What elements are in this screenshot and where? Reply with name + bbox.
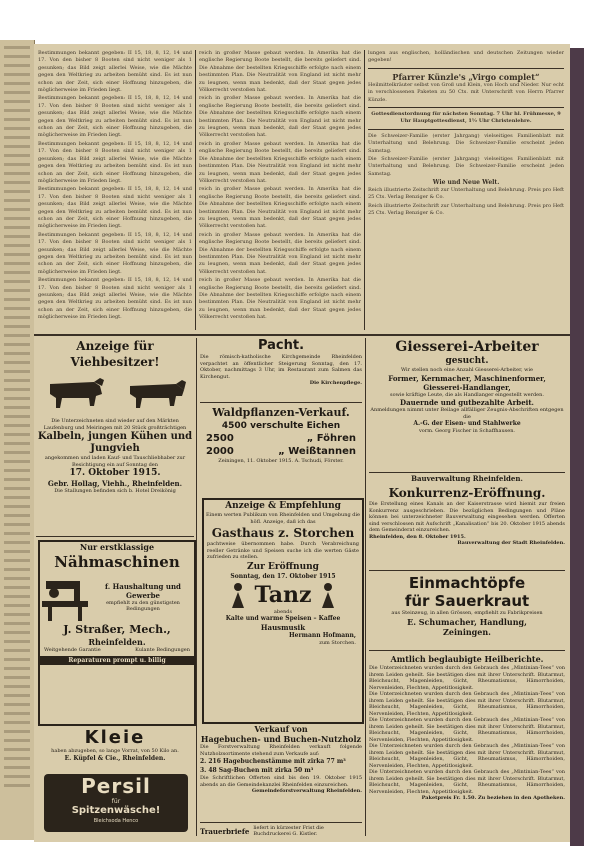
ad-nutzholz: Verkauf von Hagebuchen- und Buchen-Nutzholz Die Forstverwaltung Rheinfelden verkauft folgende Nutzholzsortimente stehend zum Verkaufe auf: 2. 216 Hagebuchenstämme mit zirka 77 m³ 3. 48 Sag-Buchen mit zirka 50 m³ Die Schriftlichen Offerten sind bis den 19. Oktober 1915 abends an die Gemeindekanzlei Rheinfelden einzureichen. Gemeindeforstverwaltung Rheinfelden. [200,724,362,794]
book-spine-edge [570,48,584,846]
column-rule [364,50,365,330]
cattle-illustration [36,370,194,414]
top-column-3: lungen aus englischen, holländischen und deutschen Zeitungen wieder gegeben! Pfarrer Künzle's „Virgo complet“ Heilmittelkräuter selbst von Groß und Klein, von Hoch und Nieder. Nur echt in verschlossenen Paketen zu 50 Cts. mit Unterschrift von Herrn Pfarrer Künzle. Gottesdienstordnung für nächsten Sonntag. 7 Uhr hl. Frühmesse, 9 Uhr Hauptgottesdienst, 1½ Uhr Christenlehre. Die Schweizer-Familie (erster Jahrgang) vielseitiges Familienblatt mit Unterhaltung und Belehrung. Die Schweizer-Familie erscheint jeden Samstag. Die Schweizer-Familie (erster Jahrgang) vielseitiges Familienblatt mit Unterhaltung und Belehrung. Die Schweizer-Familie erscheint jeden Samstag. Wie und Neue Welt. Reich illustrierte Zeitschrift zur Unterhaltung und Belehrung. Preis pro Heft 25 Cts. Verlag Benziger & Co. Reich illustrierte Zeitschrift zur Unterhaltung und Belehrung. Preis pro Heft 25 Cts. Verlag Benziger & Co. [368,50,564,216]
newspaper-page [34,44,570,842]
ad-gasthaus-storchen: Anzeige & Empfehlung Einem werten Publikum von Rheinfelden und Umgebung die höfl. Anzeige, daß ich das Gasthaus z. Storchen pachtweise übernommen habe. Durch Verabreichung reeller Getränke und Speisen suche ich die werten Gäste zufrieden zu stellen. Zur Eröffnung Sonntag, den 17. Oktober 1915 Tanz abends Kalte und warme Speisen – Kaffee Hausmusik Hermann Hofmann, zum Storchen. [202,498,364,724]
ad-naehmaschinen: Nur erstklassige Nähmaschinen f. Haushaltung und Gewerbe empfiehlt zu den günstigsten Bedingungen J. Straßer, Mech., Rheinfelden. Weitgehende Garantie Kulante Bedingungen Reparaturen prompt u. billig [38,540,196,726]
bauverwaltung-label: Bauverwaltung Rheinfelden. [411,474,523,483]
ad-heilberichte: Amtlich beglaubigte Heilberichte. Die Unterzeichneten wurden durch den Gebrauch des „Mintinian-Tees“ von ihrem Leiden geheilt. Sie bestätigen dies mit ihrer Unterschrift. Blutarmut, Bleichsucht, Magenleiden, Gicht, Rheumatismus, Hämorrhoiden, Nervenleiden, Flechten, Appetitlosigkeit. Die Unterzeichneten wurden durch den Gebrauch des „Mintinian-Tees“ von ihrem Leiden geheilt. Sie bestätigen dies mit ihrer Unterschrift. Blutarmut, Bleichsucht, Magenleiden, Gicht, Rheumatismus, Hämorrhoiden, Nervenleiden, Flechten, Appetitlosigkeit. Die Unterzeichneten wurden durch den Gebrauch des „Mintinian-Tees“ von ihrem Leiden geheilt. Sie bestätigen dies mit ihrer Unterschrift. Blutarmut, Bleichsucht, Magenleiden, Gicht, Rheumatismus, Hämorrhoiden, Nervenleiden, Flechten, Appetitlosigkeit. Die Unterzeichneten wurden durch den Gebrauch des „Mintinian-Tees“ von ihrem Leiden geheilt. Sie bestätigen dies mit ihrer Unterschrift. Blutarmut, Bleichsucht, Magenleiden, Gicht, Rheumatismus, Hämorrhoiden, Nervenleiden, Flechten, Appetitlosigkeit. Die Unterzeichneten wurden durch den Gebrauch des „Mintinian-Tees“ von ihrem Leiden geheilt. Sie bestätigen dies mit ihrer Unterschrift. Blutarmut, Bleichsucht, Magenleiden, Gicht, Rheumatismus, Hämorrhoiden, Nervenleiden, Flechten, Appetitlosigkeit. Paketpreis Fr. 1.50. Zu beziehen in den Apotheken. [369,654,565,801]
ad-pacht: Pacht. Die römisch-katholische Kirchgemeinde Rheinfelden verpachtet an öffentlicher Steigerung Sonntag, den 17. Oktober, nachmittags 3 Uhr, im Restaurant zum Salmen das Kirchengut. Die Kirchenpflege. [200,338,362,386]
sewing-machine-illustration [40,571,92,623]
ad-waldpflanzen: Waldpflanzen-Verkauf. 4500 verschulte Eichen 2500 „ Föhren 2000 „ Weißtannen Zeiningen, 11. Oktober 1915. A. Tschudi, Förster. [206,406,356,464]
ad-persil: Persil für Spitzenwäsche! Bleichsoda Henco [44,774,188,832]
dancer-icon [228,582,248,608]
dancer-icon [318,582,338,608]
ad-trauerbriefe: Trauerbriefe liefert in kürzester Frist die Buchdruckerei G. Kistler. [200,824,324,837]
ad-einmachtoepfe: Einmachtöpfe für Sauerkraut aus Steinzeug, in allen Grössen, empfiehlt zu Fabrikpreisen E. Schumacher, Handlung, Zeiningen. [391,574,543,637]
ad-kleie: Kleie haben abzugeben, so lange Vorrat, von 50 Kilo an. E. Küpfel & Cie., Rheinfelden. [51,728,179,762]
column-rule [195,50,196,330]
ad-viehbesitzer: Anzeige für Viehbesitzer! Die Unterzeichneten sind wieder auf den Märkten Laufenburg und Meiringen mit 20 Stück großträchtigen Kalbeln, jungen Kühen und Jungvieh angekommen und laden Kauf- und Tauschliebhaber zur Besichtigung ein auf Sonntag den 17. Oktober 1915. Gebr. Hollag, Viehh., Rheinfelden. Die Stallungen befinden sich b. Hotel Dreikönig [37,339,193,494]
top-column-2: reich in großer Masse gebaut werden. In Amerika hat die englische Regierung Boote bestellt, die bereits geliefert sind. Die Abnahme der bestellten Kriegsschiffe erfolgte nach einem bestimmten Plan. Die Neutralität von England ist nicht mehr zu leugnen, wenn man bedenkt, daß der Staat gegen jedes Völkerrecht verstoßen hat. reich in großer Masse gebaut werden. In Amerika hat die englische Regierung Boote bestellt, die bereits geliefert sind. Die Abnahme der bestellten Kriegsschiffe erfolgte nach einem bestimmten Plan. Die Neutralität von England ist nicht mehr zu leugnen, wenn man bedenkt, daß der Staat gegen jedes Völkerrecht verstoßen hat. reich in großer Masse gebaut werden. In Amerika hat die englische Regierung Boote bestellt, die bereits geliefert sind. Die Abnahme der bestellten Kriegsschiffe erfolgte nach einem bestimmten Plan. Die Neutralität von England ist nicht mehr zu leugnen, wenn man bedenkt, daß der Staat gegen jedes Völkerrecht verstoßen hat. reich in großer Masse gebaut werden. In Amerika hat die englische Regierung Boote bestellt, die bereits geliefert sind. Die Abnahme der bestellten Kriegsschiffe erfolgte nach einem bestimmten Plan. Die Neutralität von England ist nicht mehr zu leugnen, wenn man bedenkt, daß der Staat gegen jedes Völkerrecht verstoßen hat. reich in großer Masse gebaut werden. In Amerika hat die englische Regierung Boote bestellt, die bereits geliefert sind. Die Abnahme der bestellten Kriegsschiffe erfolgte nach einem bestimmten Plan. Die Neutralität von England ist nicht mehr zu leugnen, wenn man bedenkt, daß der Staat gegen jedes Völkerrecht verstoßen hat. reich in großer Masse gebaut werden. In Amerika hat die englische Regierung Boote bestellt, die bereits geliefert sind. Die Abnahme der bestellten Kriegsschiffe erfolgte nach einem bestimmten Plan. Die Neutralität von England ist nicht mehr zu leugnen, wenn man bedenkt, daß der Staat gegen jedes Völkerrecht verstoßen hat. [199,50,361,321]
section-divider [34,334,570,336]
ad-giesserei: Giesserei-Arbeiter gesucht. Wir stellen noch eine Anzahl Giesserei-Arbeiter, wie Former, Kernmacher, Maschinenformer, Giesserei-Handlanger, sowie kräftige Leute, die als Handlanger eingestellt werden. Dauernde und gutbezahlte Arbeit. Anmeldungen nimmt unter Beilage allfälliger Zeugnis-Abschriften entgegen die A.-G. der Eisen- und Stahlwerke vorm. Georg Fischer in Schaffhausen. [370,339,564,434]
top-column-1: Bestimmungen bekannt gegeben: II 15, 18, 8, 12, 14 und 17. Von den bisher 8 Booten sind nicht weniger als 1 gesunken; das Bild zeigt allerlei Weise, wie die Mächte gegen den Weltkrieg zu arbeiten bemüht sind. Es ist nun schon an der Zeit, sich einer Hoffnung hinzugeben, die möglicherweise im Frieden liegt. Bestimmungen bekannt gegeben: II 15, 18, 8, 12, 14 und 17. Von den bisher 8 Booten sind nicht weniger als 1 gesunken; das Bild zeigt allerlei Weise, wie die Mächte gegen den Weltkrieg zu arbeiten bemüht sind. Es ist nun schon an der Zeit, sich einer Hoffnung hinzugeben, die möglicherweise im Frieden liegt. Bestimmungen bekannt gegeben: II 15, 18, 8, 12, 14 und 17. Von den bisher 8 Booten sind nicht weniger als 1 gesunken; das Bild zeigt allerlei Weise, wie die Mächte gegen den Weltkrieg zu arbeiten bemüht sind. Es ist nun schon an der Zeit, sich einer Hoffnung hinzugeben, die möglicherweise im Frieden liegt. Bestimmungen bekannt gegeben: II 15, 18, 8, 12, 14 und 17. Von den bisher 8 Booten sind nicht weniger als 1 gesunken; das Bild zeigt allerlei Weise, wie die Mächte gegen den Weltkrieg zu arbeiten bemüht sind. Es ist nun schon an der Zeit, sich einer Hoffnung hinzugeben, die möglicherweise im Frieden liegt. Bestimmungen bekannt gegeben: II 15, 18, 8, 12, 14 und 17. Von den bisher 8 Booten sind nicht weniger als 1 gesunken; das Bild zeigt allerlei Weise, wie die Mächte gegen den Weltkrieg zu arbeiten bemüht sind. Es ist nun schon an der Zeit, sich einer Hoffnung hinzugeben, die möglicherweise im Frieden liegt. Bestimmungen bekannt gegeben: II 15, 18, 8, 12, 14 und 17. Von den bisher 8 Booten sind nicht weniger als 1 gesunken; das Bild zeigt allerlei Weise, wie die Mächte gegen den Weltkrieg zu arbeiten bemüht sind. Es ist nun schon an der Zeit, sich einer Hoffnung hinzugeben, die möglicherweise im Frieden liegt. [38,50,192,321]
ad-konkurrenz: Konkurrenz-Eröffnung. Die Erstellung eines Kanals an der Kaiserstrasse wird hiemit zur freien Konkurrenz ausgeschrieben. Die bezüglichen Bedingungen und Pläne können bei unterzeichneter Bauverwaltung eingesehen werden. Offerten sind verschlossen mit Aufschrift „Kanalisation“ bis 20. Oktober 1915 abends dem Gemeinderat einzureichen. Rheinfelden, den 8. Oktober 1915. Bauverwaltung der Stadt Rheinfelden. [369,486,565,546]
previous-page-edge [0,40,35,840]
